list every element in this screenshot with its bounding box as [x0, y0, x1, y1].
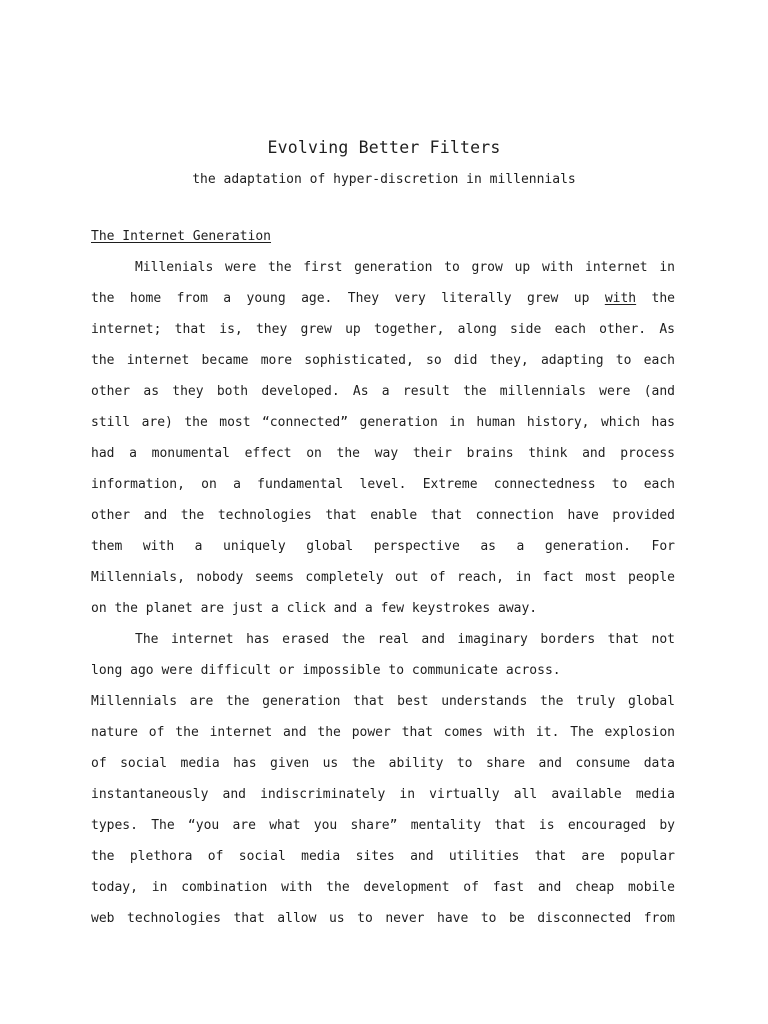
- paragraph-1-line-4: the internet became more sophisticated, so did they, adapting to each: [91, 353, 675, 368]
- emphasis-word: with: [604, 291, 637, 306]
- paragraph-2-line-6: instantaneously and indiscriminately in virtually all available media: [91, 787, 675, 802]
- paragraph-1-line-2: [91, 283, 675, 314]
- paragraph-1-line-2-tail: the: [636, 291, 675, 306]
- paragraph-1-line-7: had a monumental effect on the way their brains think and process: [91, 446, 675, 461]
- paragraph-1-line-5: other as they both developed. As a result the millennials were (and: [91, 384, 675, 399]
- document-title: Evolving Better Filters: [267, 138, 501, 157]
- document-subtitle: the adaptation of hyper-discretion in millennials: [192, 172, 576, 187]
- paragraph-1-line-8: information, on a fundamental level. Extreme connectedness to each: [91, 477, 675, 492]
- paragraph-1-line-1: Millenials were the first generation to grow up with internet in: [135, 260, 675, 275]
- paragraph-2-line-9: today, in combination with the development of fast and cheap mobile: [91, 880, 675, 895]
- paragraph-2-line-8: the plethora of social media sites and utilities that are popular: [91, 849, 675, 864]
- paragraph-2-line-4: nature of the internet and the power that comes with it. The explosion: [91, 725, 675, 740]
- paragraph-2-line-10: web technologies that allow us to never have to be disconnected from: [91, 911, 675, 926]
- paragraph-2-line-1: The internet has erased the real and imaginary borders that not: [135, 632, 675, 647]
- paragraph-1-line-10: them with a uniquely global perspective as a generation. For: [91, 539, 675, 554]
- paragraph-1-line-11: Millennials, nobody seems completely out of reach, in fact most people: [91, 570, 675, 585]
- paragraph-1-line-2-text: the home from a young age. They very literally grew up: [91, 291, 605, 306]
- paragraph-2-line-3: Millennials are the generation that best understands the truly global: [91, 694, 675, 709]
- paragraph-1-line-3: internet; that is, they grew up together, along side each other. As: [91, 322, 675, 337]
- paragraph-2-line-5: of social media has given us the ability to share and consume data: [91, 756, 675, 771]
- section-heading: The Internet Generation: [91, 229, 272, 244]
- paragraph-1-line-6: still are) the most “connected” generation in human history, which has: [91, 415, 675, 430]
- paragraph-2-line-2: long ago were difficult or impossible to communicate across.: [91, 663, 561, 678]
- paragraph-1-line-9: other and the technologies that enable that connection have provided: [91, 508, 675, 523]
- paragraph-1-line-12: on the planet are just a click and a few keystrokes away.: [91, 601, 538, 616]
- document-body: [91, 252, 675, 934]
- paragraph-2-line-7: types. The “you are what you share” mentality that is encouraged by: [91, 818, 675, 833]
